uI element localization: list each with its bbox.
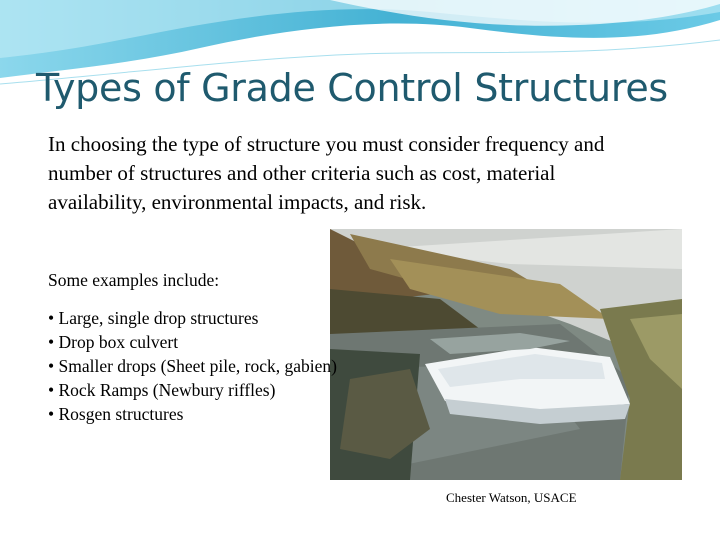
- examples-list: [48, 306, 338, 426]
- slide-title: Types of Grade Control Structures: [36, 66, 668, 110]
- examples-heading: Some examples include:: [48, 270, 220, 290]
- list-item: • Rosgen structures: [48, 404, 184, 424]
- list-item: • Smaller drops (Sheet pile, rock, gabien): [48, 356, 337, 376]
- photo-credit: Chester Watson, USACE: [446, 490, 577, 505]
- intro-paragraph: In choosing the type of structure you must consider frequency and number of structures and other criteria such as cost, material availability, environmental impacts, and risk.: [48, 132, 605, 214]
- grade-control-structure-photo: [330, 229, 682, 480]
- list-item: • Drop box culvert: [48, 332, 179, 352]
- list-item: • Large, single drop structures: [48, 308, 259, 328]
- list-item: • Rock Ramps (Newbury riffles): [48, 380, 276, 400]
